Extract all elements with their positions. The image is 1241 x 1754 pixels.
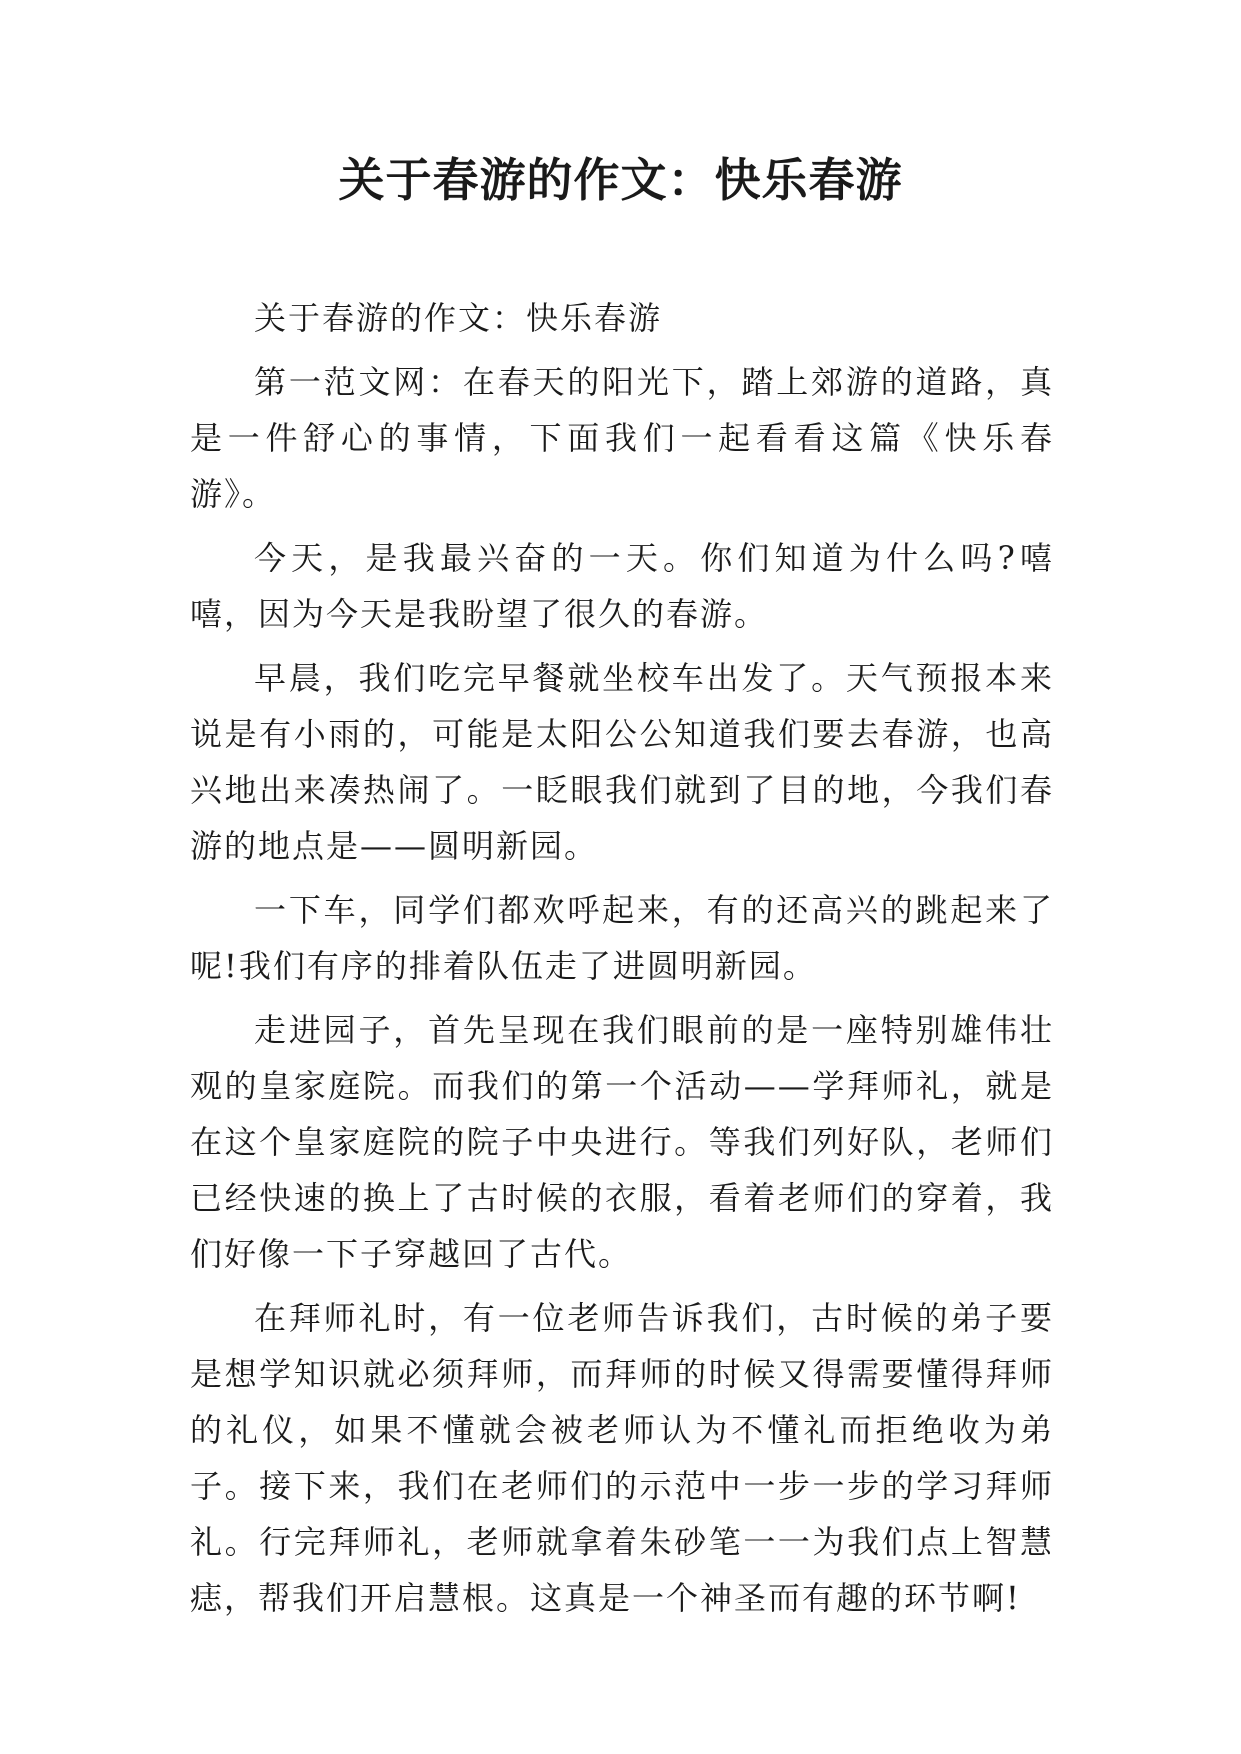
document-title: 关于春游的作文：快乐春游 — [338, 153, 903, 207]
paragraph-morning: 早晨，我们吃完早餐就坐校车出发了。天气预报本来说是有小雨的，可能是太阳公公知道我们要去春游，也高兴地出来凑热闹了。一眨眼我们就到了目的地，今我们春游的地点是——圆明新园。 — [190, 659, 1054, 865]
paragraph-courtyard: 走进园子，首先呈现在我们眼前的是一座特别雄伟壮观的皇家庭院。而我们的第一个活动——学拜师礼，就是在这个皇家庭院的院子中央进行。等我们列好队，老师们已经快速的换上了古时候的衣服，看着老师们的穿着，我们好像一下子穿越回了古代。 — [190, 1011, 1054, 1273]
paragraph-today: 今天，是我最兴奋的一天。你们知道为什么吗?嘻嘻，因为今天是我盼望了很久的春游。 — [190, 539, 1054, 633]
paragraph-ceremony: 在拜师礼时，有一位老师告诉我们，古时候的弟子要是想学知识就必须拜师，而拜师的时候又得需要懂得拜师的礼仪，如果不懂就会被老师认为不懂礼而拒绝收为弟子。接下来，我们在老师们的示范中一步一步的学习拜师礼。行完拜师礼，老师就拿着朱砂笔一一为我们点上智慧痣，帮我们开启慧根。这真是一个神圣而有趣的环节啊! — [190, 1299, 1054, 1617]
paragraph-arrival: 一下车，同学们都欢呼起来，有的还高兴的跳起来了呢!我们有序的排着队伍走了进圆明新园。 — [190, 891, 1054, 985]
paragraph-heading-repeat: 关于春游的作文：快乐春游 — [254, 299, 663, 337]
paragraph-intro: 第一范文网：在春天的阳光下，踏上郊游的道路，真是一件舒心的事情，下面我们一起看看这篇《快乐春游》。 — [190, 363, 1054, 513]
document-body — [190, 290, 1054, 1634]
